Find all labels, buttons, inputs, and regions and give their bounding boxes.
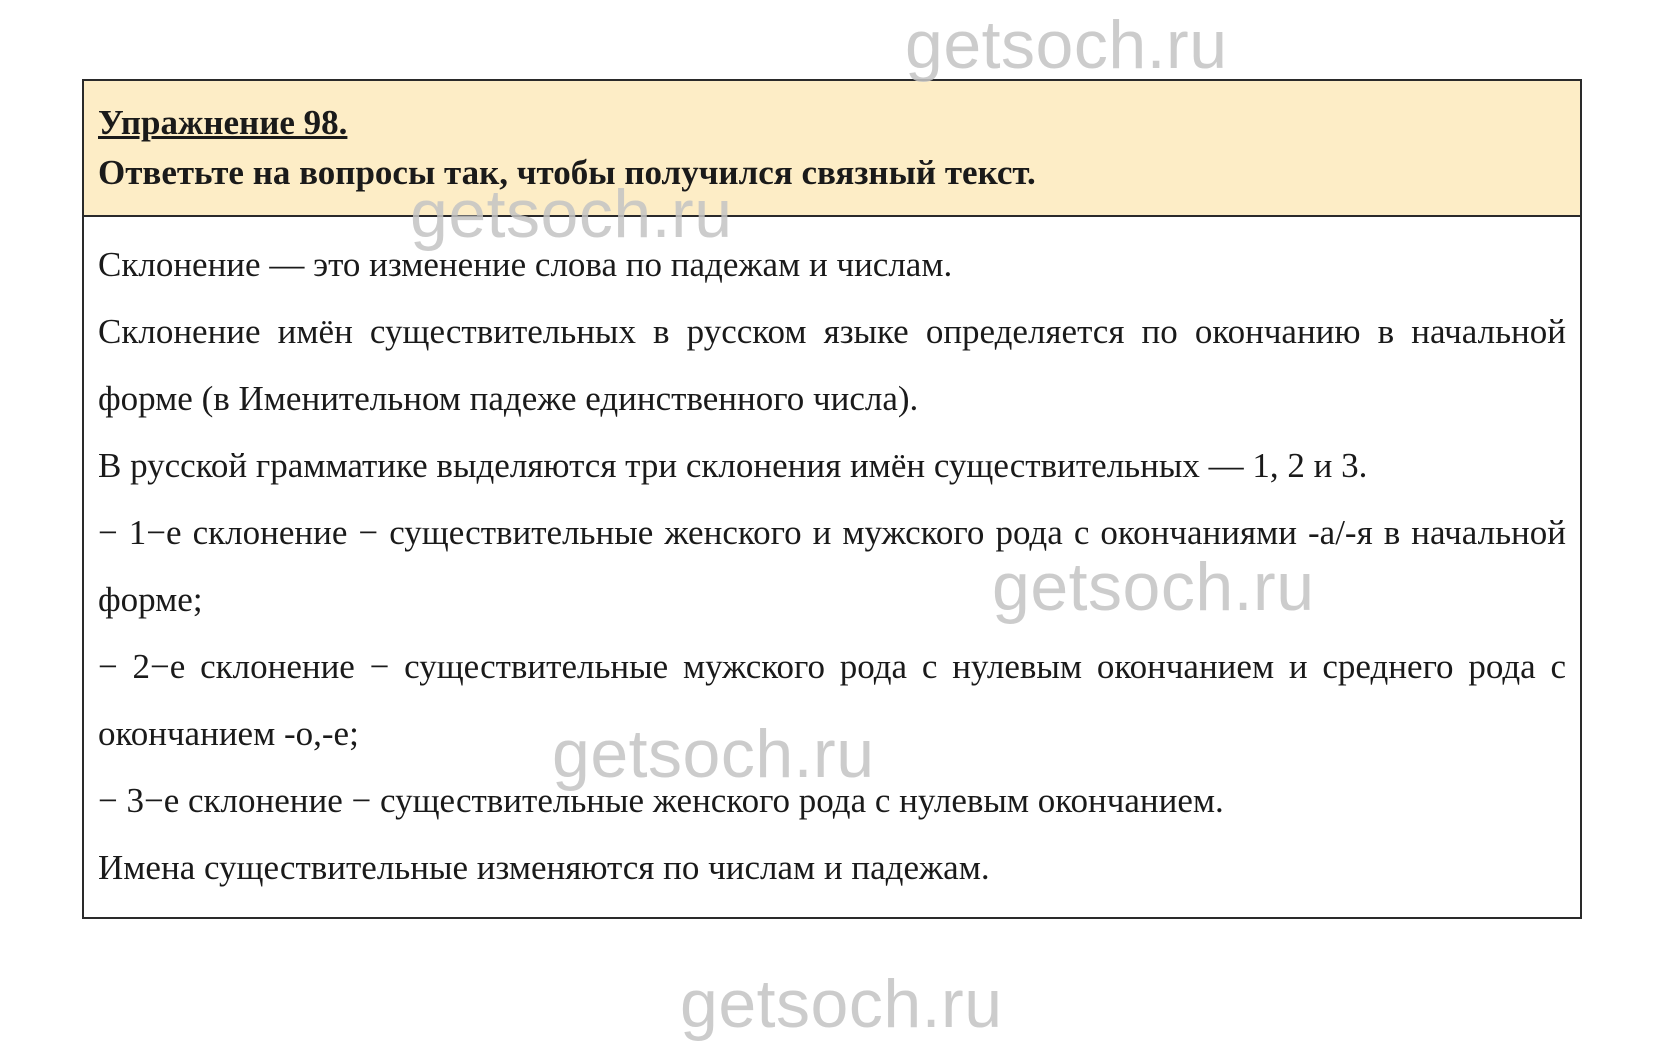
watermark: getsoch.ru — [410, 176, 733, 252]
answer-paragraph: − 1−е склонение − существительные женского и мужского рода с окончаниями -а/-я в начальной форме; — [98, 513, 1566, 619]
answer-paragraph: В русской грамматике выделяются три склонения имён существительных — 1, 2 и 3. — [98, 446, 1368, 485]
answer-paragraph: − 2−е склонение − существительные мужского рода с нулевым окончанием и среднего рода с окончанием -о,-е; — [98, 647, 1566, 753]
exercise-title: Упражнение 98. — [98, 103, 348, 142]
exercise-card — [82, 79, 1582, 919]
exercise-header — [84, 81, 1580, 217]
answer-paragraph: Склонение — это изменение слова по падежам и числам. — [98, 245, 953, 284]
watermark: getsoch.ru — [905, 7, 1228, 83]
answer-body — [84, 217, 1580, 901]
watermark: getsoch.ru — [680, 966, 1003, 1042]
task-text: Ответьте на вопросы так, чтобы получился связный текст. — [98, 153, 1036, 192]
answer-paragraph: Имена существительные изменяются по числам и падежам. — [98, 848, 990, 887]
answer-paragraph: Склонение имён существительных в русском языке определяется по окончанию в начальной форме (в Именительном падеже единственного числа). — [98, 312, 1566, 418]
watermark: getsoch.ru — [992, 549, 1315, 625]
watermark: getsoch.ru — [552, 716, 875, 792]
answer-paragraph: − 3−е склонение − существительные женского рода с нулевым окончанием. — [98, 781, 1224, 820]
